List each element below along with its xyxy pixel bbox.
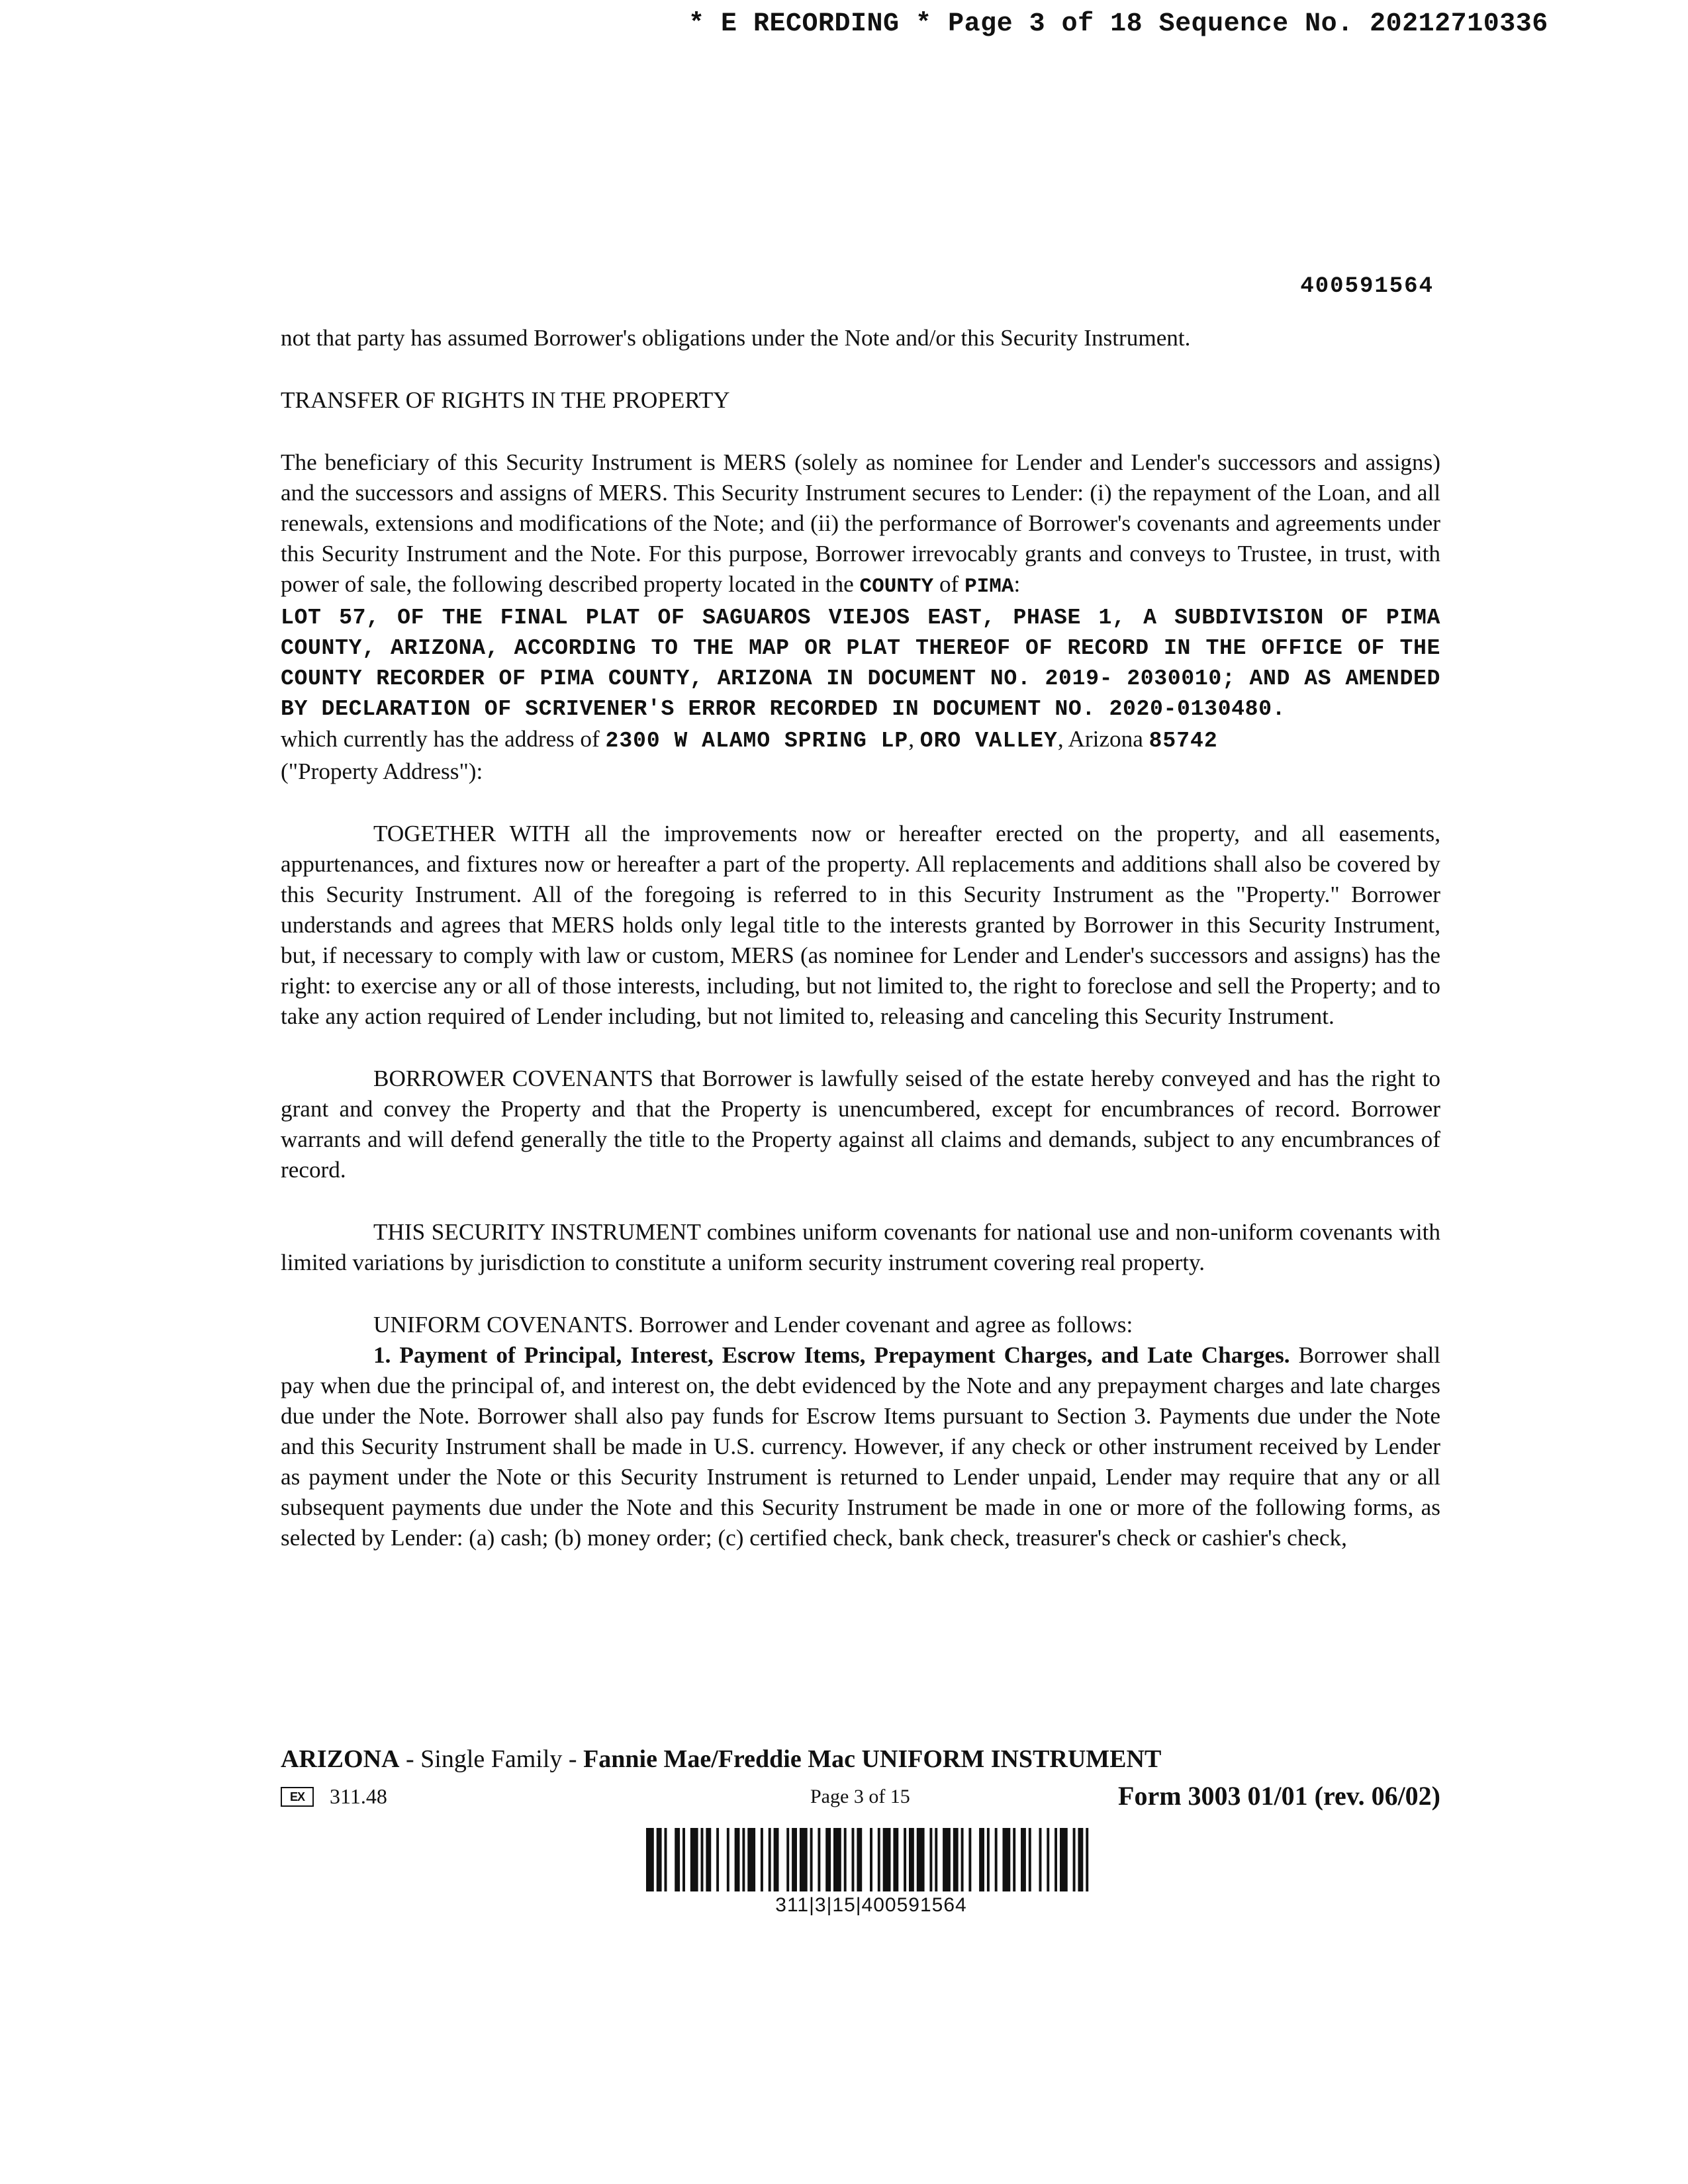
barcode-bar [1021,1828,1026,1891]
of-word: of [939,571,959,597]
address-line [281,724,1440,756]
barcode-bar [961,1828,964,1891]
barcode-bar [690,1828,698,1891]
barcode-bar [792,1828,797,1891]
form-page-number: Page 3 of 15 [810,1786,910,1807]
barcode-bar [943,1828,951,1891]
footer-state: ARIZONA [281,1745,400,1773]
form-number: Form 3003 01/01 (rev. 06/02) [1118,1781,1440,1811]
barcode-bar [825,1828,831,1891]
barcode-bar [857,1828,862,1891]
barcode-bar [995,1828,998,1891]
property-state: Arizona [1068,726,1143,752]
barcode-bar [747,1828,755,1891]
county-name: PIMA [964,575,1014,598]
barcode-bar [883,1828,891,1891]
barcode-bar [1060,1828,1068,1891]
barcode-bar [833,1828,841,1891]
legal-description: LOT 57, OF THE FINAL PLAT OF SAGUAROS VIEJOS EAST, PHASE 1, A SUBDIVISION OF PIMA COUNTY, ARIZONA, ACCORDING TO THE MAP OR PLAT THEREOF OF RECORD IN THE OFFICE OF THE COUNTY RECORDER OF PIMA COUNTY, ARIZONA IN DOCUMENT NO. 2019- 2030010; AND AS AMENDED BY DECLARATION OF SCRIVENER'S ERROR RECORDED IN DOCUMENT NO. 2020-0130480. [281,605,1440,721]
continuation-paragraph: not that party has assumed Borrower's obligations under the Note and/or this Security Instrument. [281,325,1191,351]
document-body [281,323,1440,1553]
barcode-bar [878,1828,880,1891]
county-label: COUNTY [859,575,934,598]
beneficiary-paragraph [281,447,1440,602]
property-street: 2300 W ALAMO SPRING LP [605,729,909,753]
address-comma: , [908,726,914,752]
barcode-bar [818,1828,820,1891]
barcode-bar [844,1828,847,1891]
footer-row [281,1780,1440,1813]
form-code: 311.48 [330,1784,387,1808]
barcode-bar [1078,1828,1083,1891]
barcode-bar [968,1828,971,1891]
barcode-bar [761,1828,763,1891]
barcode-bar [893,1828,898,1891]
barcode-bar [1029,1828,1031,1891]
barcode-bar [675,1828,680,1891]
barcode-bar [665,1828,667,1891]
barcode-bar [870,1828,872,1891]
section-1-heading: 1. Payment of Principal, Interest, Escrow Items, Prepayment Charges, and Late Charges. [373,1342,1290,1368]
barcode-bar [727,1828,729,1891]
uniform-covenants-paragraph: UNIFORM COVENANTS. Borrower and Lender covenant and agree as follows: [373,1312,1133,1338]
barcode-bar [935,1828,937,1891]
form-logo-icon: EX [281,1787,314,1807]
barcode-text: 311|3|15|400591564 [775,1894,967,1916]
property-city: ORO VALLEY [919,729,1058,753]
loan-number: 400591564 [1300,274,1434,299]
barcode-bar [682,1828,685,1891]
barcode-bar [706,1828,711,1891]
beneficiary-text: The beneficiary of this Security Instrument is MERS (solely as nominee for Lender and Lender's successors and assigns) and the successors and assigns of MERS. This Security Instrument secures to Lender: (i) the repayment of the Loan, and all renewals, extensions and modifications of the Note; and (ii) the performance of Borrower's covenants and agreements under this Security Instrument and the Note. For this purpose, Borrower irrevocably grants and conveys to Trustee, in trust, with power of sale, the following described property located in the [281,449,1440,597]
county-colon: : [1013,571,1021,597]
barcode-icon [646,1828,1096,1891]
barcode-bar [1039,1828,1042,1891]
footer-title [281,1745,1440,1774]
barcode-bar [701,1828,704,1891]
address-prefix: which currently has the address of [281,726,600,752]
barcode-bar [646,1828,654,1891]
barcode-bar [987,1828,990,1891]
barcode-bar [1013,1828,1015,1891]
barcode-bar [909,1828,914,1891]
property-address-label: ("Property Address"): [281,758,483,784]
barcode-bar [769,1828,771,1891]
barcode-bar [735,1828,740,1891]
barcode-bar [716,1828,719,1891]
barcode-bar [1055,1828,1057,1891]
barcode-bar [1002,1828,1010,1891]
property-zip: 85742 [1149,729,1218,753]
barcode-bar [742,1828,745,1891]
barcode-bar [1073,1828,1076,1891]
barcode-bar [917,1828,925,1891]
recording-header: * E RECORDING * Page 3 of 18 Sequence No. 20212710336 [688,9,1548,39]
barcode-bar [1086,1828,1088,1891]
barcode-bar [786,1828,789,1891]
footer-agency: Fannie Mae/Freddie Mac UNIFORM INSTRUMENT [583,1745,1162,1773]
barcode-bar [657,1828,662,1891]
borrower-covenants-paragraph: BORROWER COVENANTS that Borrower is lawfully seised of the estate hereby conveyed and has the right to grant and convey the Property and that the Property is unencumbered, except for encumbrances of record. Borrower warrants and will defend generally the title to the Property against all claims and demands, subject to any encumbrances of record. [281,1066,1440,1183]
footer-separator: - Single Family - [399,1745,584,1773]
barcode-bar [904,1828,906,1891]
barcode-bar [929,1828,932,1891]
barcode-bar [774,1828,779,1891]
barcode-bar [1047,1828,1049,1891]
address-comma-2: , [1057,726,1064,752]
section-1-paragraph [281,1340,1440,1553]
barcode-bar [810,1828,813,1891]
transfer-heading: TRANSFER OF RIGHTS IN THE PROPERTY [281,387,730,413]
barcode-bar [979,1828,984,1891]
form-code-group [281,1784,387,1809]
barcode-bar [953,1828,959,1891]
this-instrument-paragraph: THIS SECURITY INSTRUMENT combines uniform covenants for national use and non-uniform covenants with limited variations by jurisdiction to constitute a uniform security instrument covering real property. [281,1219,1440,1275]
barcode-bar [800,1828,808,1891]
together-paragraph: TOGETHER WITH all the improvements now or hereafter erected on the property, and all easements, appurtenances, and fixtures now or hereafter a part of the property. All replacements and additions shall also be covered by this Security Instrument. All of the foregoing is referred to in this Security Instrument as the "Property." Borrower understands and agrees that MERS holds only legal title to the interests granted by Borrower in this Security Instrument, but, if necessary to comply with law or custom, MERS (as nominee for Lender and Lender's successors and assigns) has the right: to exercise any or all of those interests, including, but not limited to, the right to foreclose and sell the Property; and to take any action required of Lender including, but not limited to, releasing and canceling this Security Instrument. [281,821,1440,1029]
barcode-bar [852,1828,855,1891]
section-1-text: Borrower shall pay when due the principal of, and interest on, the debt evidenced by the Note and any prepayment charges and late charges due under the Note. Borrower shall also pay funds for Escrow Items pursuant to Section 3. Payments due under the Note and this Security Instrument shall be made in U.S. currency. However, if any check or other instrument received by Lender as payment under the Note or this Security Instrument is returned to Lender unpaid, Lender may require that any or all subsequent payments due under the Note and this Security Instrument be made in one or more of the following forms, as selected by Lender: (a) cash; (b) money order; (c) certified check, bank check, treasurer's check or cashier's check, [281,1342,1440,1551]
